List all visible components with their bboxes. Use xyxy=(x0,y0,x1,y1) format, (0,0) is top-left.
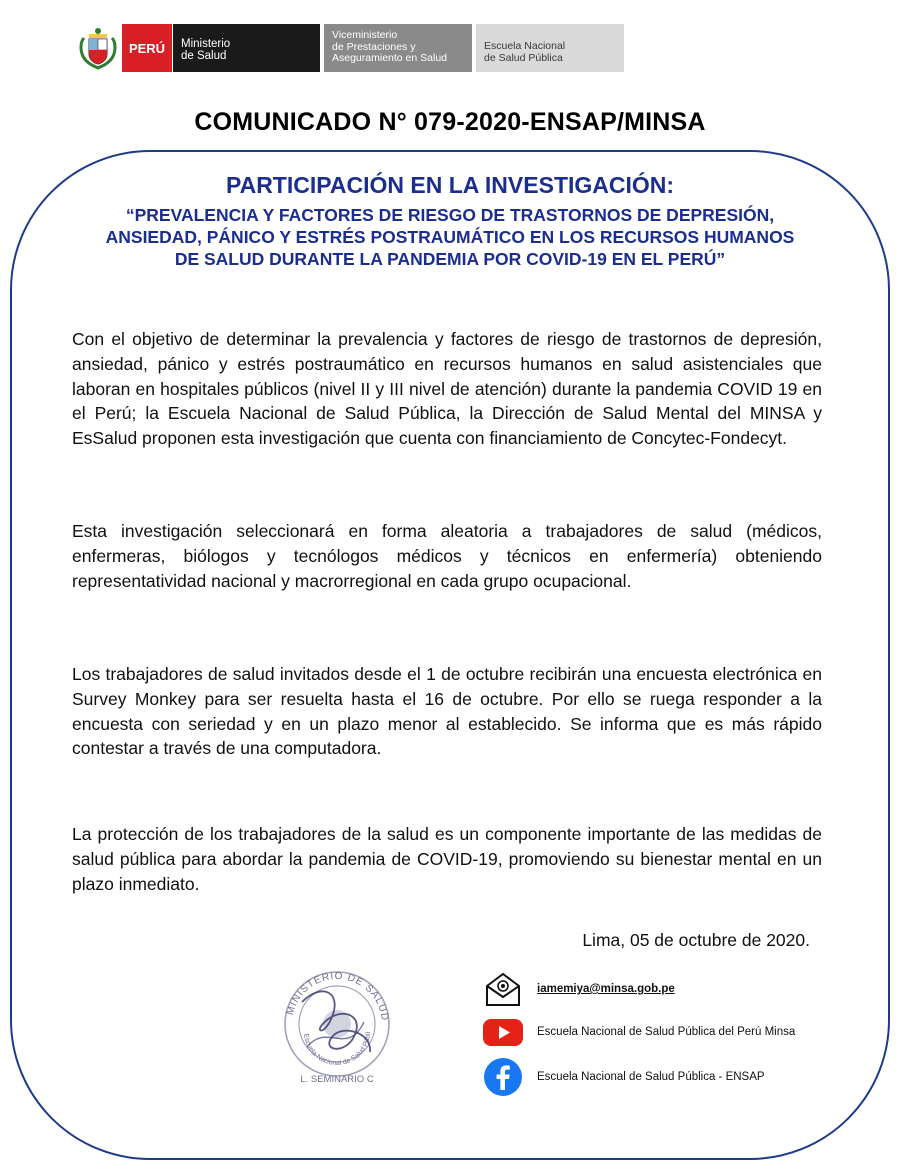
research-title: “PREVALENCIA Y FACTORES DE RIESGO DE TRASTORNOS DE DEPRESIÓN, ANSIEDAD, PÁNICO Y ESTRÉS POSTRAUMÁTICO EN LOS RECURSOS HUMANOS DE SALUD DURANTE LA PANDEMIA POR COVID-19 EN EL PERÚ” xyxy=(105,205,795,269)
paragraph-objective: Con el objetivo de determinar la prevalencia y factores de riesgo de trastornos de depresión, ansiedad, pánico y estrés postraumático en recursos humanos en salud asistenciales que laboran en hospitales públicos (nivel II y III nivel de atención) durante la pandemia COVID 19 en el Perú; la Escuela Nacional de Salud Pública, la Dirección de Salud Mental del MINSA y EsSalud proponen esta investigación que cuenta con financiamiento de Concytec-Fondecyt. xyxy=(72,329,822,449)
email-icon xyxy=(483,969,523,1009)
coat-of-arms-icon xyxy=(76,24,120,72)
seal-ring-text: MINISTERIO DE SALUD xyxy=(284,970,391,1023)
contact-email[interactable] xyxy=(483,969,675,1009)
seal-inner-text: Escuela Nacional de Salud Públi xyxy=(301,1031,373,1068)
date-line: Lima, 05 de octubre de 2020. xyxy=(582,930,810,950)
seal-stamp xyxy=(272,962,402,1092)
email-link[interactable]: iamemiya@minsa.gob.pe xyxy=(537,983,675,995)
content-frame xyxy=(10,150,890,1160)
facebook-icon xyxy=(483,1057,523,1097)
facebook-page-label: Escuela Nacional de Salud Pública - ENSAP xyxy=(537,1071,765,1083)
ministerio-label: Ministerio de Salud xyxy=(172,24,320,72)
contact-youtube[interactable] xyxy=(483,1012,795,1052)
youtube-icon xyxy=(483,1012,523,1052)
participation-title: PARTICIPACIÓN EN LA INVESTIGACIÓN: xyxy=(225,172,675,198)
viceministerio-label: Viceministerio de Prestaciones y Aseguramiento en Salud xyxy=(324,24,472,72)
paragraph-protection: La protección de los trabajadores de la salud es un componente importante de las medidas de salud pública para abordar la pandemia de COVID-19, promoviendo su bienestar mental en un plazo inmediato. xyxy=(72,824,822,894)
signature-name: L. SEMINARIO C xyxy=(300,1074,374,1085)
escuela-label: Escuela Nacional de Salud Pública xyxy=(476,24,624,72)
youtube-channel-label: Escuela Nacional de Salud Pública del Perú Minsa xyxy=(537,1026,796,1038)
peru-label: PERÚ xyxy=(122,24,172,72)
header-logo-strip xyxy=(76,24,624,72)
paragraph-survey: Los trabajadores de salud invitados desde el 1 de octubre recibirán una encuesta electrónica en Survey Monkey para ser resuelta hasta el 16 de octubre. Por ello se ruega responder a la encuesta con seriedad y en un plazo menor al establecido. Se informa que es más rápido contestar a través de una computadora. xyxy=(72,664,822,759)
comunicado-number: COMUNICADO N° 079-2020-ENSAP/MINSA xyxy=(194,108,706,136)
contact-facebook[interactable] xyxy=(483,1057,765,1097)
paragraph-selection: Esta investigación seleccionará en forma aleatoria a trabajadores de salud (médicos, enfermeras, biólogos y tecnólogos médicos y técnicos en enfermería) obteniendo representatividad nacional y macrorregional en cada grupo ocupacional. xyxy=(72,521,822,591)
